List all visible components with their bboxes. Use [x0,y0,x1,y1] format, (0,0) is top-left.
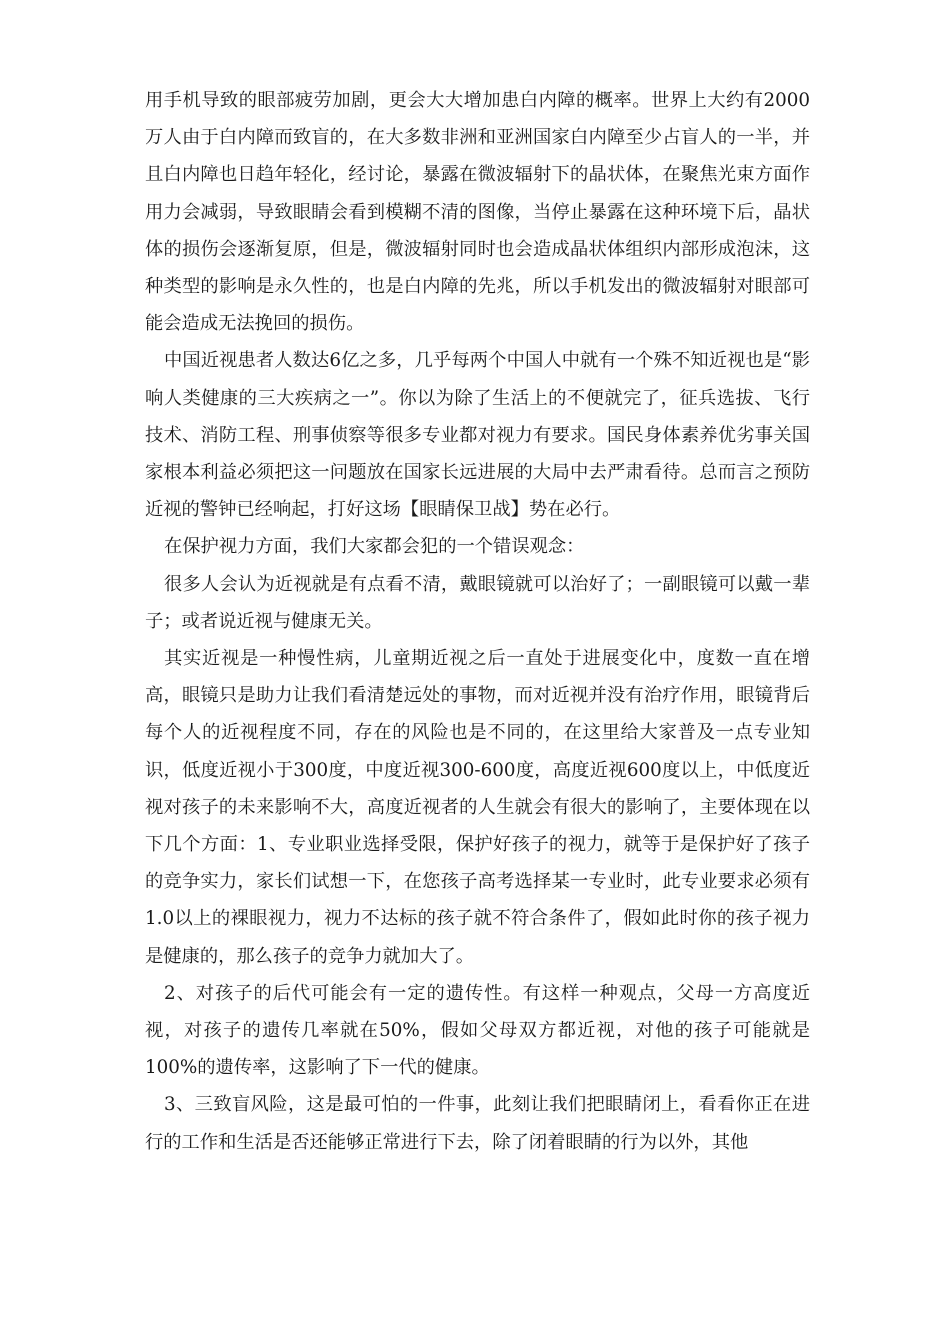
document-body [145,82,810,1161]
paragraph-cataract-continuation: 用手机导致的眼部疲劳加剧，更会大大增加患白内障的概率。世界上大约有2000万人由于白内障而致盲的，在大多数非洲和亚洲国家白内障至少占盲人的一半，并且白内障也日趋年轻化，经讨论，暴露在微波辐射下的晶状体，在聚焦光束方面作用力会减弱，导致眼睛会看到模糊不清的图像，当停止暴露在这种环境下后，晶状体的损伤会逐渐复原，但是，微波辐射同时也会造成晶状体组织内部形成泡沫，这种类型的影响是永久性的，也是白内障的先兆，所以手机发出的微波辐射对眼部可能会造成无法挽回的损伤。 [145,90,810,335]
paragraph-misconception: 很多人会认为近视就是有点看不清，戴眼镜就可以治好了；一副眼镜可以戴一辈子；或者说近视与健康无关。 [145,573,810,632]
paragraph-blindness-risk: 3、三致盲风险，这是最可怕的一件事，此刻让我们把眼睛闭上，看看你正在进行的工作和生活是否还能够正常进行下去，除了闭着眼睛的行为以外，其他 [145,1094,810,1153]
paragraph-myopia-statistics: 中国近视患者人数达6亿之多，几乎每两个中国人中就有一个殊不知近视也是“影响人类健康的三大疾病之一”。你以为除了生活上的不便就完了，征兵选拔、飞行技术、消防工程、刑事侦察等很多专业都对视力有要求。国民身体素养优劣事关国家根本利益必须把这一问题放在国家长远进展的大局中去严肃看待。总而言之预防近视的警钟已经响起，打好这场【眼睛保卫战】势在必行。 [145,350,810,521]
paragraph-chronic-disease: 其实近视是一种慢性病，儿童期近视之后一直处于进展变化中，度数一直在增高，眼镜只是助力让我们看清楚远处的事物，而对近视并没有治疗作用，眼镜背后每个人的近视程度不同，存在的风险也是不同的，在这里给大家普及一点专业知识，低度近视小于300度，中度近视300-600度，高度近视600度以上，中低度近视对孩子的未来影响不大，高度近视者的人生就会有很大的影响了，主要体现在以下几个方面：1、专业职业选择受限，保护好孩子的视力，就等于是保护好了孩子的竞争实力，家长们试想一下，在您孩子高考选择某一专业时，此专业要求必须有1.0以上的裸眼视力，视力不达标的孩子就不符合条件了，假如此时你的孩子视力是健康的，那么孩子的竞争力就加大了。 [145,648,810,967]
paragraph-heredity: 2、对孩子的后代可能会有一定的遗传性。有这样一种观点，父母一方高度近视，对孩子的遗传几率就在50%，假如父母双方都近视，对他的孩子可能就是100%的遗传率，这影响了下一代的健康。 [145,982,810,1079]
paragraph-common-misconception-intro: 在保护视力方面，我们大家都会犯的一个错误观念： [164,536,585,558]
